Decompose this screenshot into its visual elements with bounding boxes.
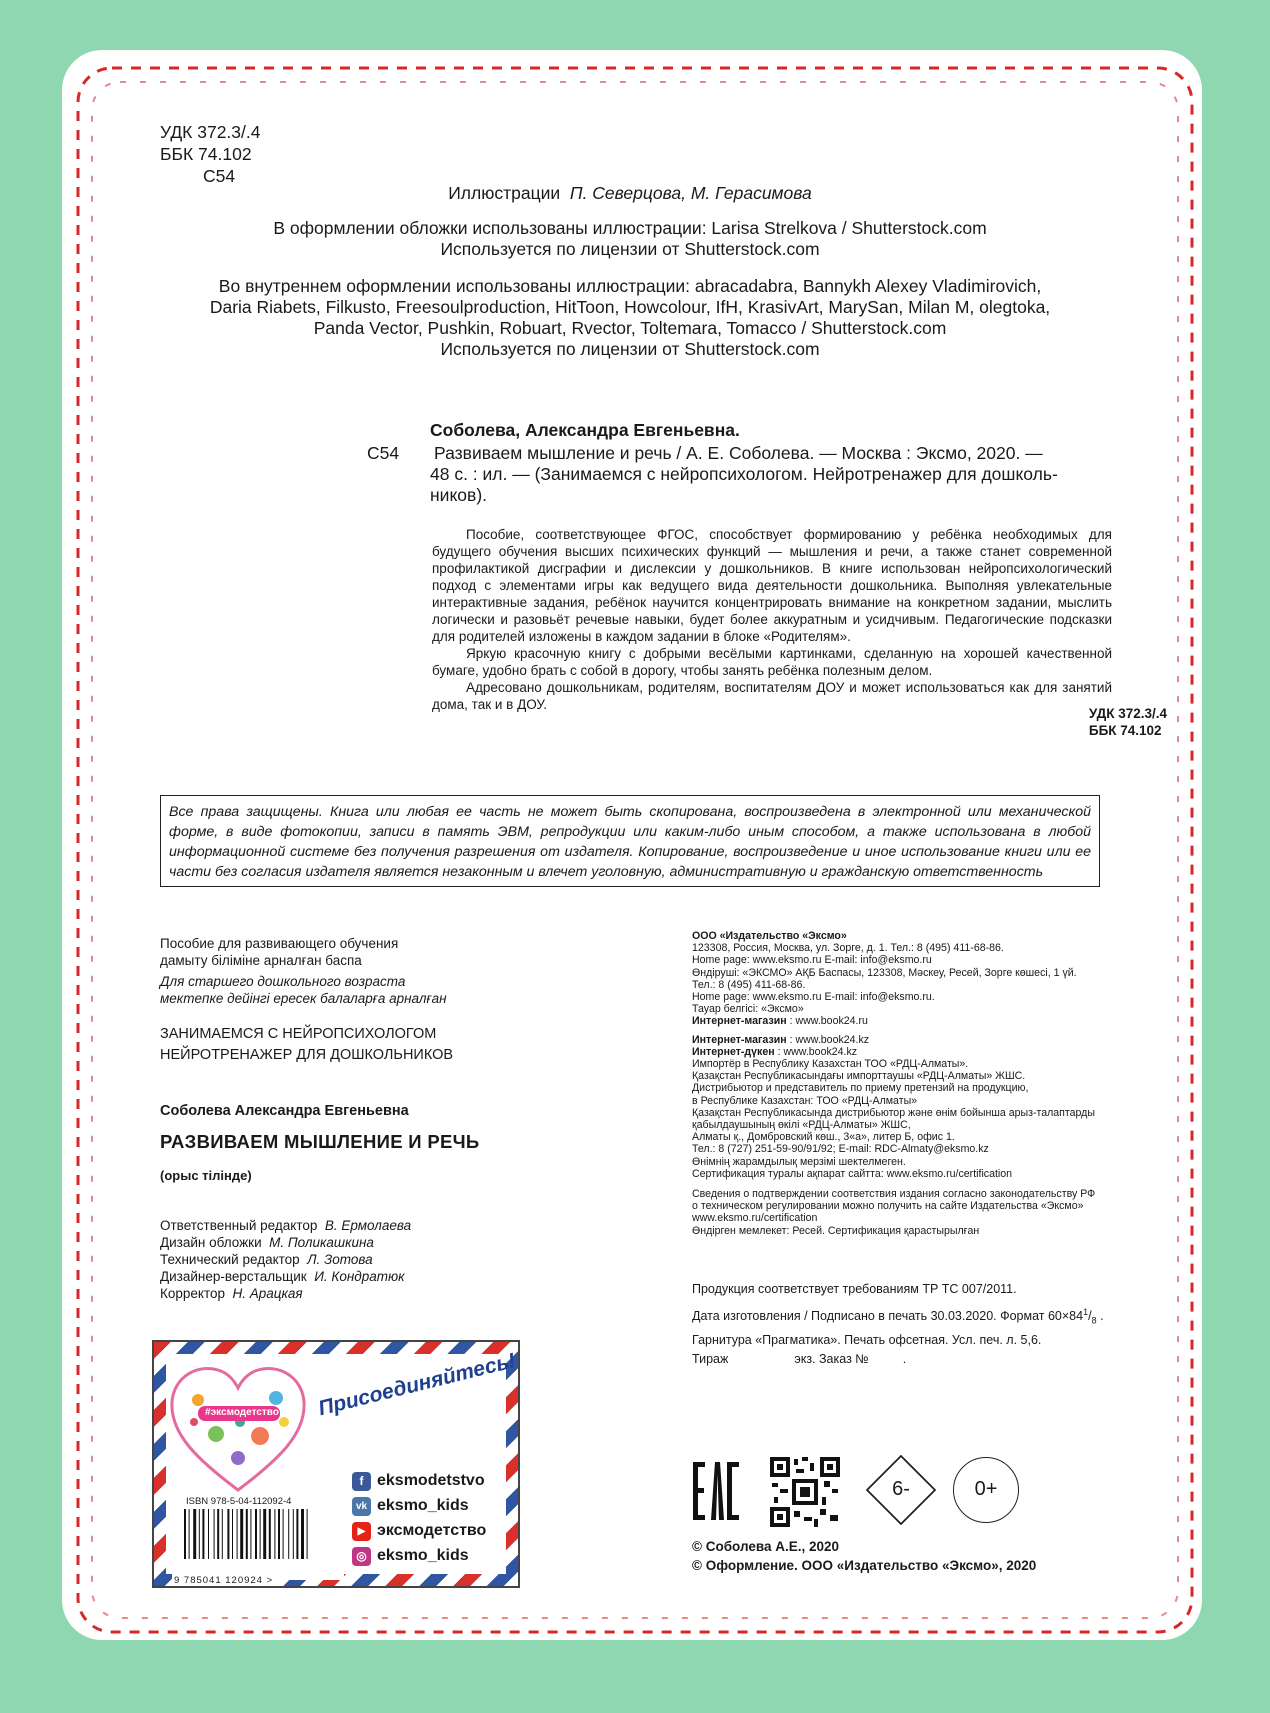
print-details: Продукция соответствует требованиям ТР ТС 007/2011. Дата изготовления / Подписано в печать 30.03.2020. Формат $60\times 84^1/_8$ . Гарнитура «Прагматика». Печать офсетная. Усл. печ. л. 5,6. Тираж экз. Заказ № . bbox=[692, 1282, 1104, 1366]
age-diamond-label: 6- bbox=[892, 1478, 910, 1500]
left-title: РАЗВИВАЕМ МЫШЛЕНИЕ И РЕЧЬ bbox=[160, 1131, 480, 1152]
left-language: (орыс тілінде) bbox=[160, 1168, 252, 1183]
social-instagram[interactable]: ◎ eksmo_kids bbox=[352, 1545, 469, 1567]
staff-list bbox=[160, 1217, 411, 1302]
heart-illustration-icon bbox=[168, 1362, 308, 1494]
cover-credit: В оформлении обложки использованы иллюстрации: Larisa Strelkova / Shutterstock.com Используется по лицензии от Shutterstock.com bbox=[273, 218, 987, 259]
age-badge-diamond bbox=[866, 1455, 936, 1525]
staff-row: Ответственный редактор В. Ермолаева bbox=[160, 1218, 412, 1233]
social-postcard bbox=[152, 1340, 520, 1588]
bbk-code: ББК 74.102 bbox=[160, 144, 252, 164]
left-author: Соболева Александра Евгеньевна bbox=[160, 1103, 409, 1119]
rights-notice: Все права защищены. Книга или любая ее часть не может быть скопирована, воспроизведена в электронной или механической форме, в виде фотокопии, записи в память ЭВМ, репродукции или каким-либо иным способом, а также использована в любой информационной системе без получения разрешения от издателя. Копирование, воспроизведение и иное использование книги или ее части без согласия издателя является незаконным и влечет уголовную, административную и гражданскую ответственность bbox=[160, 795, 1100, 887]
staff-row: Дизайн обложки М. Поликашкина bbox=[160, 1235, 374, 1250]
age-circle-label: 0+ bbox=[974, 1478, 998, 1500]
facebook-icon: f bbox=[352, 1472, 371, 1491]
catalog-author: Соболева, Александра Евгеньевна. bbox=[430, 420, 740, 440]
age-category: Для старшего дошкольного возраста мектепке дейінгі ересек балаларға арналған bbox=[160, 974, 447, 1006]
vk-icon: vk bbox=[352, 1497, 371, 1516]
qr-code-icon bbox=[770, 1457, 840, 1527]
staff-row: Корректор Н. Арацкая bbox=[160, 1286, 303, 1301]
youtube-icon: ▶ bbox=[352, 1522, 371, 1541]
eac-mark bbox=[693, 1462, 739, 1520]
copyright: © Соболева А.Е., 2020 © Оформление. ООО «Издательство «Эксмо», 2020 bbox=[692, 1539, 1037, 1573]
age-badge-circle bbox=[953, 1457, 1019, 1523]
staff-row: Технический редактор Л. Зотова bbox=[160, 1252, 373, 1267]
barcode bbox=[172, 1496, 344, 1586]
social-vk[interactable]: vk eksmo_kids bbox=[352, 1495, 469, 1517]
heart-hashtag: #эксмодетство bbox=[205, 1407, 279, 1418]
catalog-code: С54 bbox=[367, 443, 400, 463]
staff-row: Дизайнер-верстальщик И. Кондратюк bbox=[160, 1269, 405, 1284]
imprint-block: ООО «Издательство «Эксмо» 123308, Россия, Москва, ул. Зорге, д. 1. Тел.: 8 (495) 411-68-86. Home page: www.eksmo.ru E-mail: info@eksmo.ru Өндіруші: «ЭКСМО» АҚБ Баспасы, 123308, Мәскеу, Ресей, Зорге көшесі, 1 үй. Тел.: 8 (495) 411-68-86. Home page: www.eksmo.ru E-mail: info@eksmo.ru. Тауар белгісі: «Эксмо» Интернет-магазин : www.book24.ru Интернет-магазин : www.book24.kz Интернет-дүкен : www.book24.kz Импортёр в Республику Казахстан ТОО «РДЦ-Алматы». Қазақстан Республикасындағы импорттаушы «РДЦ-Алматы» ЖШС. Дистрибьютор и представитель по приему претензий на продукцию, в Республике Казахстан: ТОО «РДЦ-Алматы» Қазақстан Республикасында дистрибьютор және өнім бойынша арыз-талаптарды қабылдаушының өкілі «РДЦ-Алматы» ЖШС, Алматы қ., Домбровский көш., 3«а», литер Б, офис 1. Тел.: 8 (727) 251-59-90/91/92; E-mail: RDC-Almaty@eksmo.kz Өнімнің жарамдылық мерзімі шектелмеген. Сертификация туралы ақпарат сайтта: www.eksmo.ru/certification Сведения о подтверждении соответствия издания согласно законодательству РФ о техническом регулировании можно получить на сайте Издательства «Эксмо» www.eksmo.ru/certification Өндірген мемлекет: Ресей. Сертификация қарастырылған bbox=[692, 930, 1096, 1237]
series-title: ЗАНИМАЕМСЯ С НЕЙРОПСИХОЛОГОМ НЕЙРОТРЕНАЖЕР ДЛЯ ДОШКОЛЬНИКОВ bbox=[160, 1026, 454, 1063]
qr-code[interactable] bbox=[770, 1457, 840, 1527]
barcode-bars-icon bbox=[172, 1507, 344, 1565]
author-mark: С54 bbox=[203, 166, 236, 186]
barcode-digits: 9 785041 120924 > bbox=[174, 1575, 274, 1586]
postcard-body bbox=[166, 1349, 518, 1586]
edition-type: Пособие для развивающего обучения дамыту біліміне арналған баспа bbox=[160, 936, 399, 968]
isbn-label: ISBN 978-5-04-112092-4 bbox=[186, 1496, 292, 1507]
eac-icon bbox=[693, 1462, 739, 1520]
social-facebook[interactable]: f eksmodetstvo bbox=[352, 1470, 485, 1492]
inner-credit: Во внутреннем оформлении использованы иллюстрации: abracadabra, Bannykh Alexey Vladimirovich, Daria Riabets, Filkusto, Freesoulproduction, HitToon, Howcolour, IfH, KrasivArt, MarySan, Milan M, olegtoka, Panda Vector, Pushkin, Robuart, Rvector, Toltemara, Tomacco / Shutterstock.com Используется по лицензии от Shutterstock.com bbox=[209, 276, 1051, 359]
udk-code: УДК 372.3/.4 bbox=[160, 122, 261, 142]
instagram-icon: ◎ bbox=[352, 1547, 371, 1566]
illustrations-credit: Иллюстрации П. Северцова, М. Герасимова bbox=[448, 183, 812, 203]
annotation: Пособие, соответствующее ФГОС, способствует формированию у ребёнка необходимых для будущего обучения высших психических функций — мышления и речи, а также станет современной профилактикой дисграфии и дислексии у дошкольников. В книге использован нейропсихологический подход с элементами игры как ведущего вида деятельности дошкольника. Выполняя увлекательные интерактивные задания, ребёнок научится концентрировать внимание на конкретном задании, мыслить логически и разовьёт речевые навыки, будет более аккуратным и усидчивым. Педагогические подсказки для родителей изложены в каждом задании в блоке «Родителям». Яркую красочную книгу с добрыми весёлыми картинками, сделанную на хорошей качественной бумаге, удобно брать с собой в дорогу, чтобы занять ребёнка полезным делом. Адресовано дошкольникам, родителям, воспитателям ДОУ и может использоваться как для занятий дома, так и в ДОУ. bbox=[432, 527, 1112, 712]
annotation-udk: УДК 372.3/.4 ББК 74.102 bbox=[1088, 706, 1167, 738]
social-youtube[interactable]: ▶ эксмодетство bbox=[352, 1520, 486, 1542]
join-slogan: Присоединяйтесь! bbox=[316, 1349, 518, 1421]
catalog-description: Развиваем мышление и речь / А. Е. Соболева. — Москва : Эксмо, 2020. — 48 с. : ил. — (Занимаемся с нейропсихологом. Нейротренажер для дошколь- ников). bbox=[430, 443, 1058, 505]
